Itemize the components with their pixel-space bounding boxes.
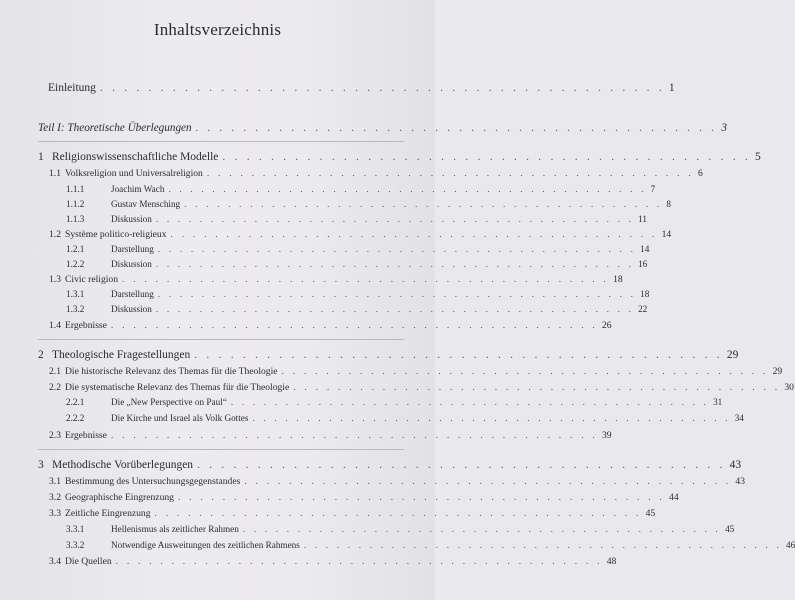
toc-page-number: 6 <box>697 168 703 179</box>
leader-dots: . . . . . . . . . . . . . . . . . . . . . . . . . . . . . . . . . . . . . . . . . . . . <box>242 524 722 534</box>
leader-dots: . . . . . . . . . . . . . . . . . . . . . . . . . . . . . . . . . . . . . . . . . . . . <box>122 274 610 285</box>
section-rule <box>38 449 404 450</box>
toc-entry-number: 3.3.2 <box>66 540 85 550</box>
toc-page-number: 46 <box>786 540 795 550</box>
toc-entry <box>66 199 671 209</box>
toc-entry-label: Zeitliche Eingrenzung <box>65 508 151 519</box>
toc-entry-label: Diskussion <box>111 304 152 314</box>
toc-page-number: 18 <box>613 274 623 285</box>
toc-entry <box>66 413 744 423</box>
toc-entry <box>38 151 761 163</box>
toc-page-number: 48 <box>606 556 617 567</box>
toc-entry-label: Die systematische Relevanz des Themas für die Theologie <box>65 382 290 393</box>
toc-entry-label: Volksreligion und Universalreligion <box>65 168 203 179</box>
toc-page-number: 7 <box>650 184 656 194</box>
leader-dots: . . . . . . . . . . . . . . . . . . . . . . . . . . . . . . . . . . . . . . . . . . . . . . . <box>99 82 665 94</box>
toc-page-number: 29 <box>726 349 739 361</box>
toc-entry-number: 1.3.2 <box>66 304 85 314</box>
toc-entry-number: 3.2 <box>49 492 61 503</box>
toc-entry <box>48 82 675 94</box>
toc-entry-label: Notwendige Ausweitungen des zeitlichen Rahmens <box>111 540 300 550</box>
leader-dots: . . . . . . . . . . . . . . . . . . . . . . . . . . . . . . . . . . . . . . . . . . . . <box>252 413 731 423</box>
leader-dots: . . . . . . . . . . . . . . . . . . . . . . . . . . . . . . . . . . . . . . . . . . . . <box>110 320 598 331</box>
toc-entry <box>66 259 648 269</box>
toc-page-number: 26 <box>602 320 612 331</box>
toc-page-number: 43 <box>729 459 742 471</box>
toc-entry-label: Einleitung <box>48 82 96 94</box>
toc-entry-number: 2.3 <box>49 430 61 441</box>
toc-page-number: 14 <box>640 244 650 254</box>
toc-entry-label: Diskussion <box>111 214 152 224</box>
toc-entry-label: Diskussion <box>111 259 152 269</box>
toc-entry-number: 1.1 <box>49 168 61 179</box>
leader-dots: . . . . . . . . . . . . . . . . . . . . . . . . . . . . . . . . . . . . . . . . . . . . <box>110 430 598 441</box>
toc-entry <box>49 382 794 393</box>
toc-page-number: 11 <box>638 214 647 224</box>
leader-dots: . . . . . . . . . . . . . . . . . . . . . . . . . . . . . . . . . . . . . . . . . . . . <box>244 476 732 487</box>
toc-entry-number: 3.3.1 <box>66 524 85 534</box>
toc-entry-label: Die Kirche und Israel als Volk Gottes <box>111 413 249 423</box>
toc-entry-label: Theologische Fragestellungen <box>52 349 191 361</box>
toc-entry-number: 3 <box>38 459 44 471</box>
toc-page-number: 8 <box>666 199 671 209</box>
leader-dots: . . . . . . . . . . . . . . . . . . . . . . . . . . . . . . . . . . . . . . . . . . . . <box>303 540 783 550</box>
toc-entry <box>66 540 795 550</box>
toc-entry-label: Die Quellen <box>65 556 112 567</box>
leader-dots: . . . . . . . . . . . . . . . . . . . . . . . . . . . . . . . . . . . . . . . . . . . . <box>155 214 635 224</box>
leader-dots: . . . . . . . . . . . . . . . . . . . . . . . . . . . . . . . . . . . . . . . . . . . . <box>155 259 635 269</box>
leader-dots: . . . . . . . . . . . . . . . . . . . . . . . . . . . . . . . . . . . . . . . . . . . . <box>170 229 658 240</box>
leader-dots: . . . . . . . . . . . . . . . . . . . . . . . . . . . . . . . . . . . . . . . . . . . . <box>197 459 726 471</box>
toc-page-number: 18 <box>640 289 650 299</box>
toc-page-number: 45 <box>725 524 735 534</box>
leader-dots: . . . . . . . . . . . . . . . . . . . . . . . . . . . . . . . . . . . . . . . . . . . . <box>157 289 637 299</box>
toc-entry-number: 1.2.1 <box>66 244 85 254</box>
toc-entry-label: Teil I: Theoretische Überlegungen <box>38 122 192 134</box>
leader-dots: . . . . . . . . . . . . . . . . . . . . . . . . . . . . . . . . . . . . . . . . . . . . <box>293 382 781 393</box>
toc-entry <box>38 122 727 134</box>
toc-entry-label: Darstellung <box>111 244 154 254</box>
toc-entry <box>49 229 672 240</box>
toc-entry <box>66 214 647 224</box>
toc-entry-number: 1.1.2 <box>66 199 85 209</box>
toc-entry-number: 2.2.1 <box>66 397 85 407</box>
toc-entry-label: Geographische Eingrenzung <box>65 492 174 503</box>
toc-entry-label: Bestimmung des Untersuchungsgegenstandes <box>65 476 241 487</box>
toc-entry-number: 1 <box>38 151 44 163</box>
toc-entry-label: Joachim Wach <box>111 184 165 194</box>
toc-page-number: 5 <box>754 151 761 163</box>
leader-dots: . . . . . . . . . . . . . . . . . . . . . . . . . . . . . . . . . . . . . . . . . . . . <box>281 366 769 377</box>
toc-entry-label: Ergebnisse <box>65 430 107 441</box>
leader-dots: . . . . . . . . . . . . . . . . . . . . . . . . . . . . . . . . . . . . . . . . . . . . <box>157 244 637 254</box>
toc-page-number: 1 <box>668 82 675 94</box>
toc-entry-number: 3.4 <box>49 556 61 567</box>
leader-dots: . . . . . . . . . . . . . . . . . . . . . . . . . . . . . . . . . . . . . . . . . . . . <box>184 199 663 209</box>
toc-entry-number: 1.2 <box>49 229 61 240</box>
toc-page-number: 43 <box>735 476 745 487</box>
toc-entry <box>49 430 612 441</box>
toc-entry-label: Ergebnisse <box>65 320 107 331</box>
toc-page-number: 30 <box>784 382 794 393</box>
leader-dots: . . . . . . . . . . . . . . . . . . . . . . . . . . . . . . . . . . . . . . . . . . . . <box>195 122 718 134</box>
toc-entry <box>49 476 745 487</box>
toc-entry-label: Religionswissenschaftliche Modelle <box>52 151 219 163</box>
toc-entry-label: Gustav Mensching <box>111 199 181 209</box>
section-rule <box>38 141 404 142</box>
toc-entry-label: Darstellung <box>111 289 154 299</box>
toc-entry-number: 1.4 <box>49 320 61 331</box>
toc-entry <box>49 320 612 331</box>
toc-page-number: 39 <box>602 430 612 441</box>
leader-dots: . . . . . . . . . . . . . . . . . . . . . . . . . . . . . . . . . . . . . . . . . . . . <box>155 304 635 314</box>
toc-entry <box>66 289 650 299</box>
toc-entry <box>49 168 703 179</box>
toc-page-number: 22 <box>638 304 648 314</box>
toc-page-number: 14 <box>661 229 672 240</box>
toc-page-number: 31 <box>713 397 723 407</box>
toc-entry-number: 2.2 <box>49 382 61 393</box>
leader-dots: . . . . . . . . . . . . . . . . . . . . . . . . . . . . . . . . . . . . . . . . . . . . <box>177 492 666 503</box>
toc-page-number: 29 <box>772 366 783 377</box>
toc-entry-label: Die „New Perspective on Paul“ <box>111 397 227 407</box>
toc-page-number: 34 <box>734 413 744 423</box>
toc-page-number: 16 <box>638 259 648 269</box>
leader-dots: . . . . . . . . . . . . . . . . . . . . . . . . . . . . . . . . . . . . . . . . . . . . <box>230 397 710 407</box>
section-rule <box>38 339 404 340</box>
toc-page-number: 45 <box>645 508 656 519</box>
toc-page-number: 3 <box>721 122 727 134</box>
toc-entry <box>49 492 679 503</box>
toc-entry <box>66 184 656 194</box>
leader-dots: . . . . . . . . . . . . . . . . . . . . . . . . . . . . . . . . . . . . . . . . . . . . <box>168 184 647 194</box>
toc-entry <box>66 524 735 534</box>
leader-dots: . . . . . . . . . . . . . . . . . . . . . . . . . . . . . . . . . . . . . . . . . . . . <box>154 508 642 519</box>
toc-entry-number: 1.3 <box>49 274 61 285</box>
leader-dots: . . . . . . . . . . . . . . . . . . . . . . . . . . . . . . . . . . . . . . . . . . . . <box>206 168 694 179</box>
toc-entry-number: 2.2.2 <box>66 413 85 423</box>
leader-dots: . . . . . . . . . . . . . . . . . . . . . . . . . . . . . . . . . . . . . . . . . . . . <box>115 556 603 567</box>
toc-page-number: 44 <box>669 492 679 503</box>
toc-entry <box>49 366 783 377</box>
leader-dots: . . . . . . . . . . . . . . . . . . . . . . . . . . . . . . . . . . . . . . . . . . . . <box>194 349 723 361</box>
toc-entry <box>49 508 656 519</box>
toc-entry <box>38 349 739 361</box>
toc-entry-number: 1.2.2 <box>66 259 85 269</box>
toc-entry-label: Die historische Relevanz des Themas für die Theologie <box>65 366 278 377</box>
toc-entry-number: 1.3.1 <box>66 289 85 299</box>
toc-entry <box>49 274 623 285</box>
toc-entry-number: 2 <box>38 349 44 361</box>
toc-entry-label: Hellenismus als zeitlicher Rahmen <box>111 524 239 534</box>
page-title: Inhaltsverzeichnis <box>153 20 282 39</box>
toc-entry <box>66 397 723 407</box>
toc-entry-number: 3.1 <box>49 476 61 487</box>
toc-entry-number: 2.1 <box>49 366 61 377</box>
toc-entry <box>38 459 742 471</box>
toc-entry <box>66 244 650 254</box>
toc-entry-label: Système politico-religieux <box>65 229 167 240</box>
leader-dots: . . . . . . . . . . . . . . . . . . . . . . . . . . . . . . . . . . . . . . . . . . . . <box>222 151 751 163</box>
toc-entry-label: Civic religion <box>65 274 119 285</box>
toc-entry <box>66 304 648 314</box>
toc-entry-number: 3.3 <box>49 508 61 519</box>
toc-entry <box>49 556 617 567</box>
toc-entry-number: 1.1.1 <box>66 184 85 194</box>
toc-entry-number: 1.1.3 <box>66 214 85 224</box>
toc-entry-label: Methodische Vorüberlegungen <box>52 459 194 471</box>
